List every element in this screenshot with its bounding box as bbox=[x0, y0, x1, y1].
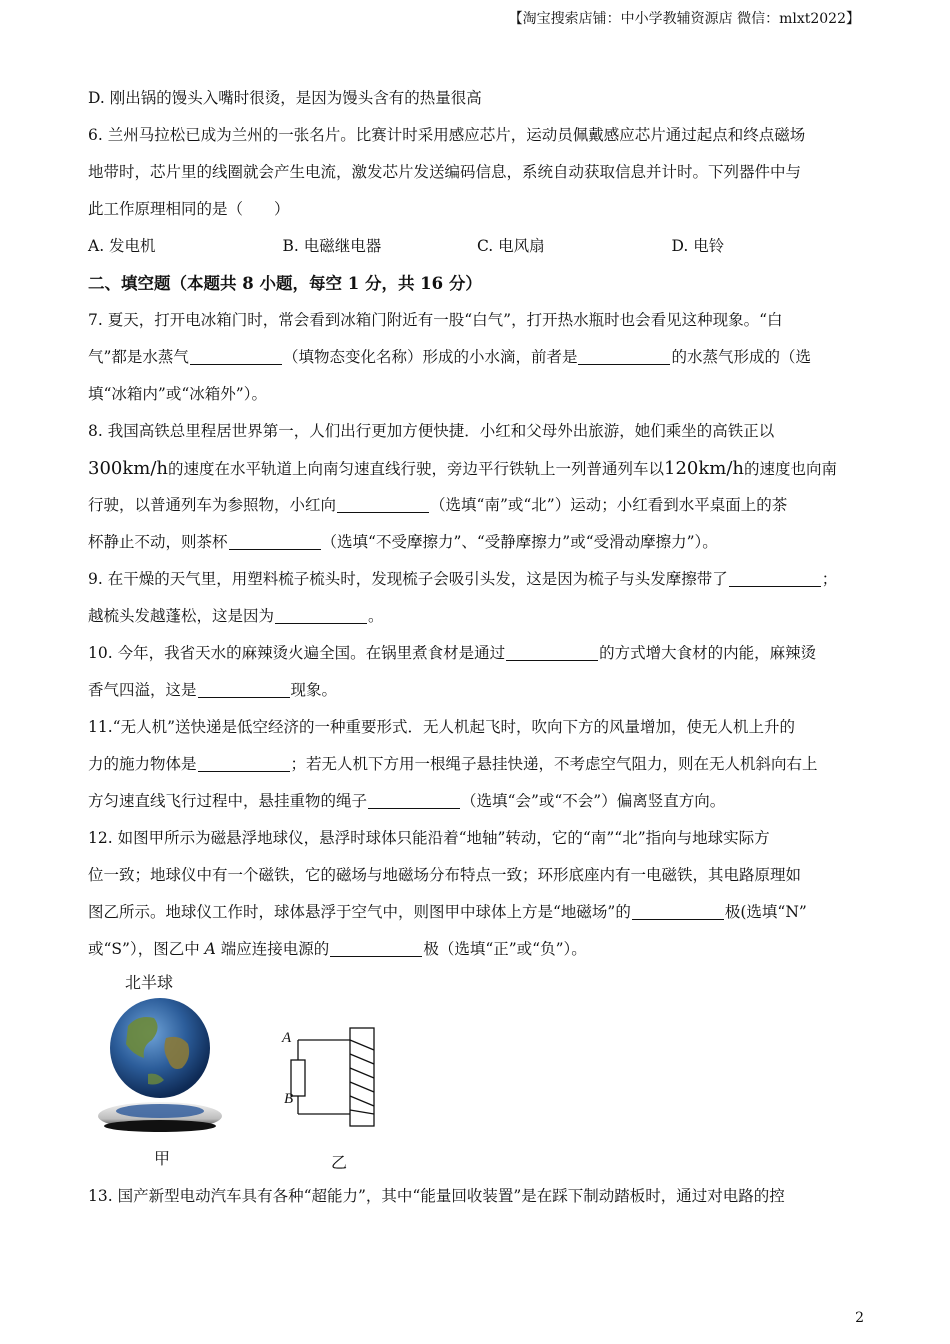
q7-line-3: 填“冰箱内”或“冰箱外”）。 bbox=[88, 385, 267, 403]
terminal-label-b: B bbox=[284, 1091, 294, 1107]
q7-line-1: 7. 夏天，打开电冰箱门时，常会看到冰箱门附近有一股“白气”，打开热水瓶时也会看见这种现象。“白 bbox=[88, 311, 783, 329]
q13-line-1: 13. 国产新型电动汽车具有各种“超能力”，其中“能量回收装置”是在踩下制动踏板时，通过对电路的控 bbox=[88, 1187, 785, 1205]
figure-label-jia: 甲 bbox=[154, 1151, 171, 1168]
q8-line-4: 杯静止不动，则茶杯 （选填“不受摩擦力”、“受静摩擦力”或“受滑动摩擦力”）。 bbox=[88, 533, 718, 551]
q6-option-d: D. 电铃 bbox=[671, 237, 725, 255]
page-header: 【淘宝搜索店铺：中小学教辅资源店 微信：mlxt2022】 bbox=[508, 11, 860, 27]
answer-blank bbox=[632, 904, 724, 921]
document-body bbox=[88, 80, 866, 1215]
q8-line-3: 行驶，以普通列车为参照物，小红向 （选填“南”或“北”）运动；小红看到水平桌面上的茶 bbox=[88, 496, 788, 514]
q12-line-1: 12. 如图甲所示为磁悬浮地球仪，悬浮时球体只能沿着“地轴”转动，它的“南”“北”指向与地球实际方 bbox=[88, 829, 770, 847]
q12-line-2: 位一致；地球仪中有一个磁铁，它的磁场与地磁场分布特点一致；环形底座内有一电磁铁，其电路原理如 bbox=[88, 866, 802, 884]
q7-line-2: 气”都是水蒸气 （填物态变化名称）形成的小水滴，前者是 的水蒸气形成的（选 bbox=[88, 348, 811, 366]
q6-option-b: B. 电磁继电器 bbox=[282, 237, 382, 255]
answer-blank bbox=[275, 608, 367, 625]
q11-line-3: 方匀速直线飞行过程中，悬挂重物的绳子 （选填“会”或“不会”）偏离竖直方向。 bbox=[88, 792, 726, 810]
levitating-globe-image bbox=[98, 998, 222, 1132]
globe-caption: 北半球 bbox=[125, 975, 174, 992]
q5-option-d: D. 刚出锅的馒头入嘴时很烫，是因为馒头含有的热量很高 bbox=[88, 89, 482, 107]
q6-line-2: 地带时，芯片里的线圈就会产生电流，激发芯片发送编码信息，系统自动获取信息并计时。下列器件中与 bbox=[88, 163, 802, 181]
page-number: 2 bbox=[855, 1310, 864, 1326]
q9-line-2: 越梳头发越蓬松，这是因为 。 bbox=[88, 607, 384, 625]
electromagnet-circuit-diagram bbox=[291, 1028, 374, 1126]
q9-line-1: 9. 在干燥的天气里，用塑料梳子梳头时，发现梳子会吸引头发，这是因为梳子与头发摩擦带了 ； bbox=[88, 570, 838, 588]
answer-blank bbox=[198, 756, 290, 773]
q8-line-2: 300km/h的速度在水平轨道上向南匀速直线行驶，旁边平行铁轨上一列普通列车以120km/h的速度也向南 bbox=[88, 458, 838, 479]
q6-option-a: A. 发电机 bbox=[88, 237, 156, 255]
q8-line-1: 8. 我国高铁总里程居世界第一，人们出行更加方便快捷．小红和父母外出旅游，她们乘坐的高铁正以 bbox=[88, 422, 775, 440]
q6-options bbox=[88, 228, 866, 265]
answer-blank bbox=[330, 941, 422, 958]
figure-label-yi: 乙 bbox=[331, 1155, 348, 1172]
q12-line-4: 或“S”），图乙中 A 端应连接电源的 极（选填“正”或“负”）。 bbox=[88, 940, 587, 958]
q11-line-2: 力的施力物体是 ；若无人机下方用一根绳子悬挂快递，不考虑空气阻力，则在无人机斜向右上 bbox=[88, 755, 818, 773]
q6-line-1: 6. 兰州马拉松已成为兰州的一张名片。比赛计时采用感应芯片，运动员佩戴感应芯片通过起点和终点磁场 bbox=[88, 126, 806, 144]
answer-blank bbox=[578, 349, 670, 366]
figure-area bbox=[88, 968, 866, 1178]
answer-blank bbox=[229, 534, 321, 551]
answer-blank bbox=[198, 682, 290, 699]
q10-line-2: 香气四溢，这是 现象。 bbox=[88, 681, 338, 699]
answer-blank bbox=[506, 645, 598, 662]
q11-line-1: 11.“无人机”送快递是低空经济的一种重要形式．无人机起飞时，吹向下方的风量增加，使无人机上升的 bbox=[88, 718, 796, 736]
q6-option-c: C. 电风扇 bbox=[477, 237, 545, 255]
figure-svg bbox=[88, 968, 866, 1178]
section-heading: 二、填空题（本题共 8 小题，每空 1 分，共 16 分） bbox=[88, 274, 482, 293]
answer-blank bbox=[368, 793, 460, 810]
answer-blank bbox=[337, 497, 429, 514]
answer-blank bbox=[729, 571, 821, 588]
q12-line-3: 图乙所示。地球仪工作时，球体悬浮于空气中，则图甲中球体上方是“地磁场”的 极(选填“N” bbox=[88, 903, 807, 921]
q10-line-1: 10. 今年，我省天水的麻辣烫火遍全国。在锅里煮食材是通过 的方式增大食材的内能，麻辣烫 bbox=[88, 644, 817, 662]
q6-line-3: 此工作原理相同的是（ ） bbox=[88, 200, 290, 218]
answer-blank bbox=[190, 349, 282, 366]
terminal-label-a: A bbox=[282, 1030, 292, 1046]
